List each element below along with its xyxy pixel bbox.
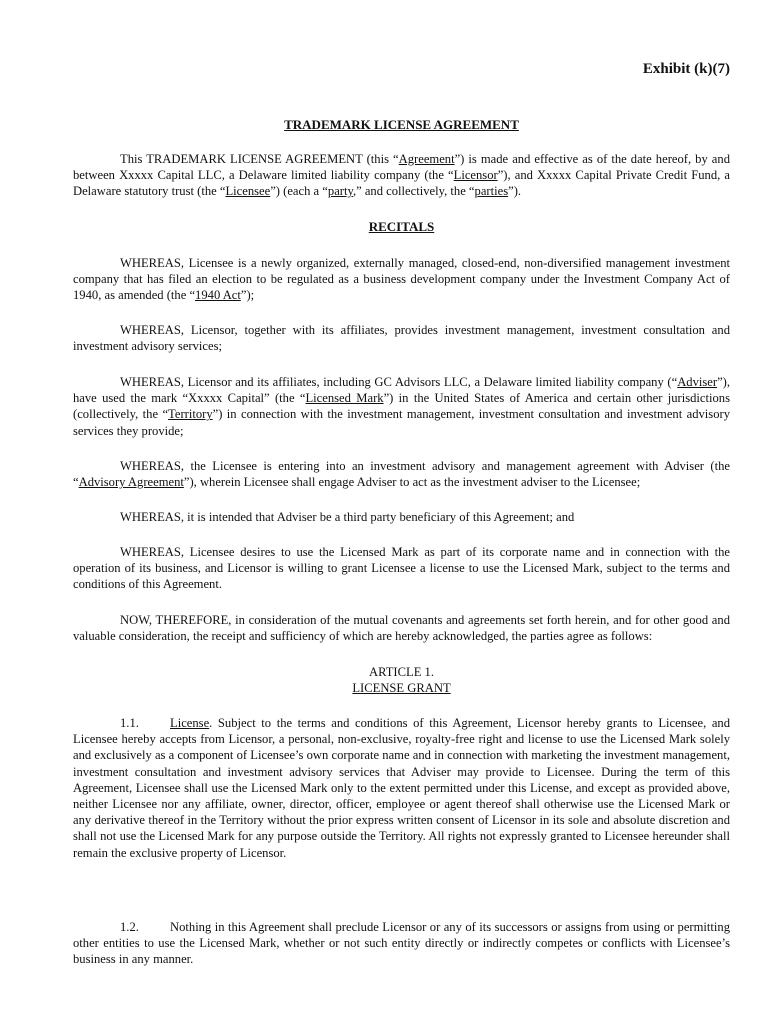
whereas-paragraph-5: WHEREAS, it is intended that Adviser be a third party beneficiary of this Agreement; and [120, 510, 575, 524]
text-run: ”), wherein Licensee shall engage Adviser to act as the investment adviser to the Licensee; [183, 475, 641, 490]
text-run: WHEREAS, Licensor and its affiliates, including GC Advisors LLC, a Delaware limited liability company (“ [120, 375, 678, 389]
article-name: LICENSE GRANT [352, 681, 451, 695]
text-run: ”), and Xxxxx Capital Private Credit Fund, a Delaware statutory trust (the “ [73, 168, 731, 199]
recitals-heading: RECITALS [368, 219, 435, 234]
whereas-paragraph-1 [73, 255, 730, 304]
section-number: 1.1. [120, 716, 139, 730]
article-number: ARTICLE 1. [368, 665, 434, 679]
whereas-paragraph-4 [73, 458, 730, 490]
section-heading: License [170, 716, 210, 730]
text-run: This TRADEMARK LICENSE AGREEMENT (this “ [120, 152, 399, 166]
defined-term: Licensor [453, 168, 498, 183]
defined-term: Agreement [398, 152, 455, 166]
now-therefore-paragraph: NOW, THEREFORE, in consideration of the mutual covenants and agreements set forth herein, and for other good and valuable consideration, the receipt and sufficiency of which are hereby acknowledged, the parties agree as follows: [73, 613, 730, 644]
section-text: . Subject to the terms and conditions of this Agreement, Licensor hereby grants to Licensee, and Licensee hereby accepts from Licensor, a personal, non-exclusive, royalty-free right and license to use the Licensed Mark solely and exclusively as a component of Licensee’s own corporate name and in connection with marketing the investment management, investment consultation and investment advisory services that Adviser may provide to Licensee. During the term of this Agreement, Licensee shall use the Licensed Mark only to the extent permitted under this License, and except as provided above, neither Licensee nor any affiliate, owner, director, officer, employee or agent thereof shall otherwise use the Licensed Mark or any derivative thereof in the Territory without the prior express written consent of Licensor in its sole and absolute discretion and shall not use the Licensed Mark for any purpose outside the Territory. All rights not expressly granted to Licensee hereunder shall remain the exclusive property of Licensor. [73, 716, 730, 860]
defined-term: Territory [168, 407, 213, 422]
section-1-1 [73, 715, 730, 861]
document-title: TRADEMARK LICENSE AGREEMENT [284, 117, 519, 132]
defined-term: parties [474, 184, 509, 199]
section-1-2 [73, 919, 730, 968]
text-run: ,” and collectively, the “ [352, 184, 475, 199]
defined-term: Licensed Mark [305, 391, 384, 406]
section-text: Nothing in this Agreement shall preclude Licensor or any of its successors or assigns from using or permitting other entities to use the Licensed Mark, whether or not such entity directly or indirectly competes or conflicts with Licensee’s business in any manner. [73, 920, 730, 967]
whereas-paragraph-2: WHEREAS, Licensor, together with its affiliates, provides investment management, investment consultation and investment advisory services; [73, 323, 730, 354]
text-run: ”). [508, 184, 522, 199]
defined-term: party [327, 184, 353, 199]
text-run: WHEREAS, the Licensee is entering into an investment advisory and management agreement with Adviser (the “ [73, 459, 730, 490]
whereas-paragraph-6: WHEREAS, Licensee desires to use the Licensed Mark as part of its corporate name and in connection with the operation of its business, and Licensor is willing to grant Licensee a license to use the Licensed Mark, subject to the terms and conditions of this Agreement. [73, 545, 730, 592]
text-run: ”) (each a “ [270, 184, 328, 199]
exhibit-label: Exhibit (k)(7) [642, 61, 730, 77]
defined-term: 1940 Act [195, 288, 241, 303]
text-run: WHEREAS, Licensee is a newly organized, externally managed, closed-end, non-diversified management investment company that has filed an election to be regulated as a business development company under the Investment Company Act of 1940, as amended (the “ [73, 256, 730, 303]
defined-term: Adviser [677, 375, 718, 389]
text-run: ”) in connection with the investment management, investment consultation and investment advisory services they provide; [73, 407, 730, 438]
defined-term: Advisory Agreement [78, 475, 184, 490]
whereas-paragraph-3 [73, 374, 730, 439]
text-run: ”), have used the mark “Xxxxx Capital” (the “ [73, 375, 730, 406]
defined-term: Licensee [225, 184, 271, 199]
intro-paragraph [73, 151, 730, 200]
section-number: 1.2. [120, 920, 139, 934]
text-run: ”) is made and effective as of the date hereof, by and between Xxxxx Capital LLC, a Delaware limited liability company (the “ [73, 152, 730, 183]
text-run: ”) in the United States of America and certain other jurisdictions (collectively, the “ [73, 391, 730, 422]
text-run: ”); [240, 288, 255, 303]
